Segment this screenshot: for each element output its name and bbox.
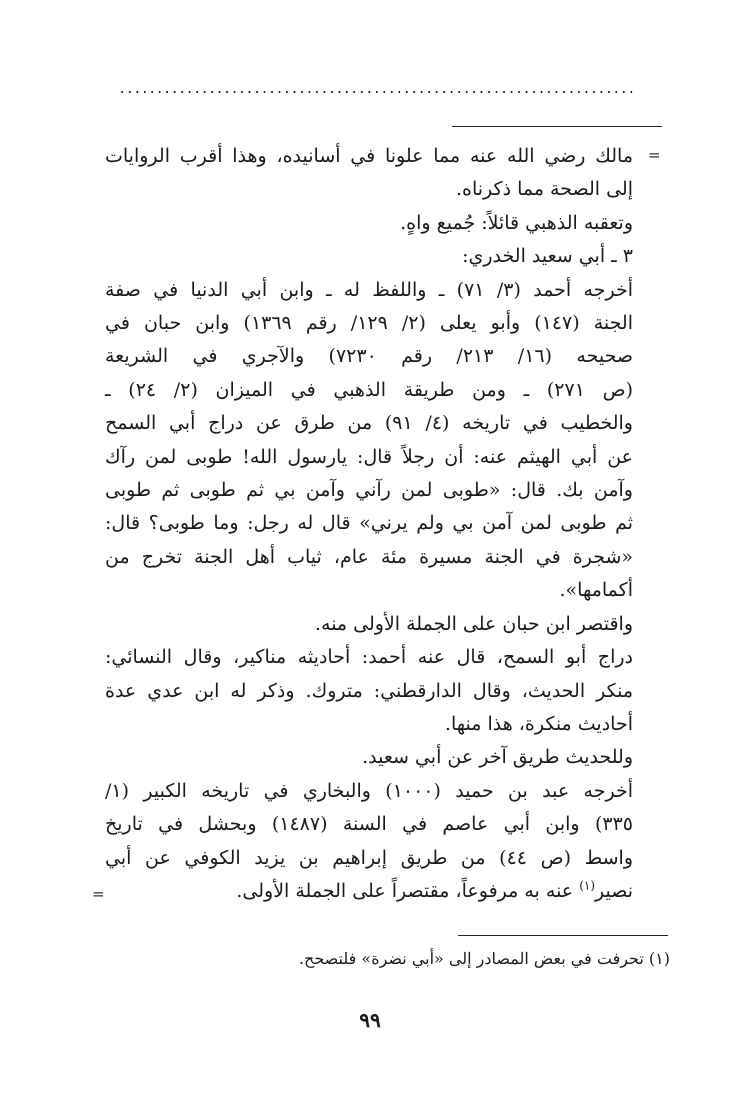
text-line: إلى الصحة مما ذكرناه.: [455, 178, 633, 201]
text-line: دراج أبو السمح، قال عنه أحمد: أحاديثه مناكير، وقال النسائي:: [105, 646, 633, 669]
page-number: ٩٩: [359, 1008, 381, 1032]
text-line: وآمن بك. قال: «طوبى لمن رآني وآمن بي ثم طوبى ثم طوبى: [105, 479, 633, 502]
text-fragment: عنه به مرفوعاً، مقتصراً على الجملة الأولى.: [236, 879, 580, 902]
text-line: «شجرة في الجنة مسيرة مئة عام، ثياب أهل الجنة تخرج من: [105, 545, 633, 568]
footnote: (١) تحرفت في بعض المصادر إلى «أبي نضرة» فلتصحح.: [298, 949, 670, 968]
text-line: الجنة (١٤٧) وأبو يعلى (٢/ ١٢٩/ رقم ١٣٦٩) وابن حبان في: [105, 312, 633, 335]
section-heading: ٣ ـ أبي سعيد الخدري:: [462, 245, 633, 268]
text-line: وتعقبه الذهبي قائلاً: جُميع واهٍ.: [400, 211, 633, 234]
footnote-reference[interactable]: (١): [579, 878, 596, 893]
text-line: (ص ٢٧١) ـ ومن طريقة الذهبي في الميزان (٢/ ٢٤) ـ: [105, 378, 633, 401]
continuation-marker-top: =: [648, 146, 661, 164]
continuation-marker-bottom: =: [92, 885, 105, 903]
text-line: أخرجه عبد بن حميد (١٠٠٠) والبخاري في تاريخه الكبير (١/: [105, 779, 633, 802]
text-line: واسط (ص ٤٤) من طريق إبراهيم بن يزيد الكوفي عن أبي: [105, 846, 634, 869]
text-line: ٣٣٥) وابن أبي عاصم في السنة (١٤٨٧) وبحشل في تاريخ: [105, 813, 633, 836]
text-line: عن أبي الهيثم عنه: أن رجلاً قال: يارسول الله! طوبى لمن رآك: [105, 445, 633, 468]
text-line: أخرجه أحمد (٣/ ٧١) ـ واللفظ له ـ وابن أبي الدنيا في صفة: [105, 278, 633, 301]
text-line: واقتصر ابن حبان على الجملة الأولى منه.: [314, 612, 633, 635]
text-line: أكمامها».: [559, 579, 633, 602]
text-line: وللحديث طريق آخر عن أبي سعيد.: [362, 746, 633, 769]
text-line: أحاديث منكرة، هذا منها.: [444, 712, 633, 735]
footnote-separator: [458, 935, 668, 936]
text-line: مالك رضي الله عنه مما علونا في أسانيده، وهذا أقرب الروايات: [105, 145, 633, 167]
text-line: والخطيب في تاريخه (٤/ ٩١) من طرق عن دراج أبي السمح: [105, 412, 633, 435]
header-dotted-rule: .....................................................................: [119, 78, 637, 97]
text-line: صحيحه (١٦/ ٢١٣/ رقم ٧٢٣٠) والآجري في الشريعة: [105, 345, 633, 368]
main-text-block: [105, 140, 633, 908]
text-line: منكر الحديث، وقال الدارقطني: متروك. وذكر له ابن عدي عدة: [105, 679, 633, 702]
text-line-with-footnote: [105, 875, 633, 908]
continuation-rule: [452, 126, 662, 127]
text-line: ثم طوبى لمن آمن بي ولم يرني» قال له رجل: وما طوبى؟ قال:: [105, 512, 633, 535]
text-fragment: نصير: [595, 879, 633, 902]
